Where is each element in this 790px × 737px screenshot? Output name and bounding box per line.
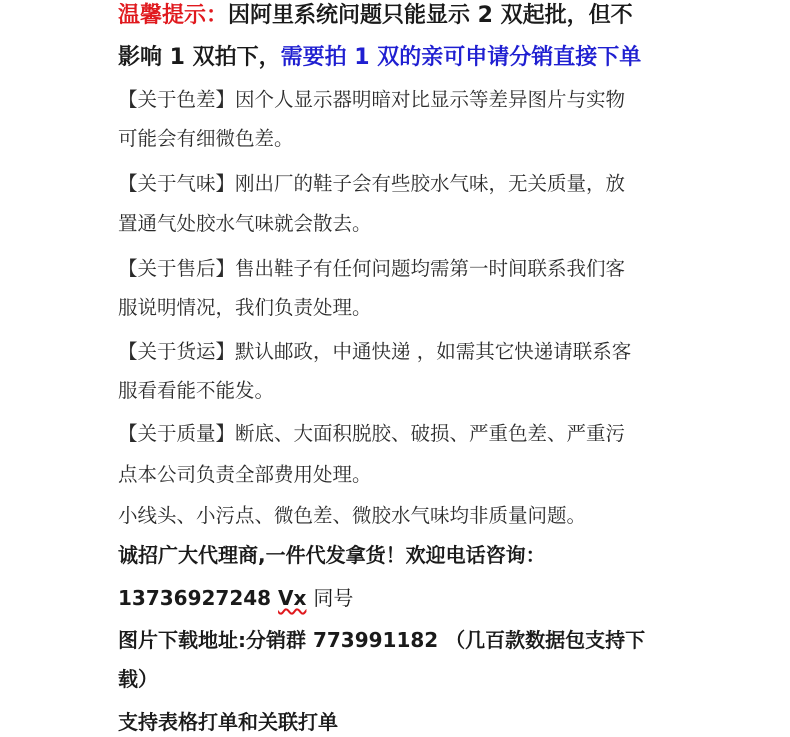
notice-line-1 — [118, 2, 633, 30]
quality-line-2: 点本公司负责全部费用处理。 — [118, 463, 372, 486]
notice-text-2: 影响 1 双拍下， — [118, 45, 281, 70]
shipping-line-1: 【关于货运】默认邮政，中通快递 ，如需其它快递请联系客 — [118, 340, 632, 363]
aftersale-line-2: 服说明情况，我们负责处理。 — [118, 296, 372, 319]
download-line-2: 载） — [118, 667, 158, 691]
notice-highlight: 需要拍 1 双的亲可申请分销直接下单 — [280, 45, 642, 70]
quality-line-1: 【关于质量】断底、大面积脱胶、破损、严重色差、严重污 — [118, 422, 626, 445]
phone-line — [118, 584, 353, 612]
vx-label: Vx — [278, 586, 307, 610]
color-line-2: 可能会有细微色差。 — [118, 127, 294, 150]
phone-same-label: 同号 — [313, 586, 354, 610]
shipping-line-2: 服看看能不能发。 — [118, 379, 275, 402]
phone-number: 13736927248 — [118, 586, 272, 610]
notice-text-1: 因阿里系统问题只能显示 2 双起批，但不 — [228, 3, 633, 28]
smell-line-1: 【关于气味】刚出厂的鞋子会有些胶水气味，无关质量，放 — [118, 172, 626, 195]
recruit-line: 诚招广大代理商,一件代发拿货！欢迎电话咨询： — [118, 543, 546, 567]
download-line-1: 图片下载地址:分销群 773991182 （几百款数据包支持下 — [118, 628, 646, 652]
color-line-1: 【关于色差】因个人显示器明暗对比显示等差异图片与实物 — [118, 88, 626, 111]
notice-label: 温馨提示： — [118, 3, 229, 28]
non-quality-note: 小线头、小污点、微色差、微胶水气味均非质量问题。 — [118, 504, 587, 527]
notice-line-2 — [118, 44, 641, 72]
aftersale-line-1: 【关于售后】售出鞋子有任何问题均需第一时间联系我们客 — [118, 257, 626, 280]
smell-line-2: 置通气处胶水气味就会散去。 — [118, 212, 372, 235]
support-line: 支持表格打单和关联打单 — [118, 710, 338, 734]
